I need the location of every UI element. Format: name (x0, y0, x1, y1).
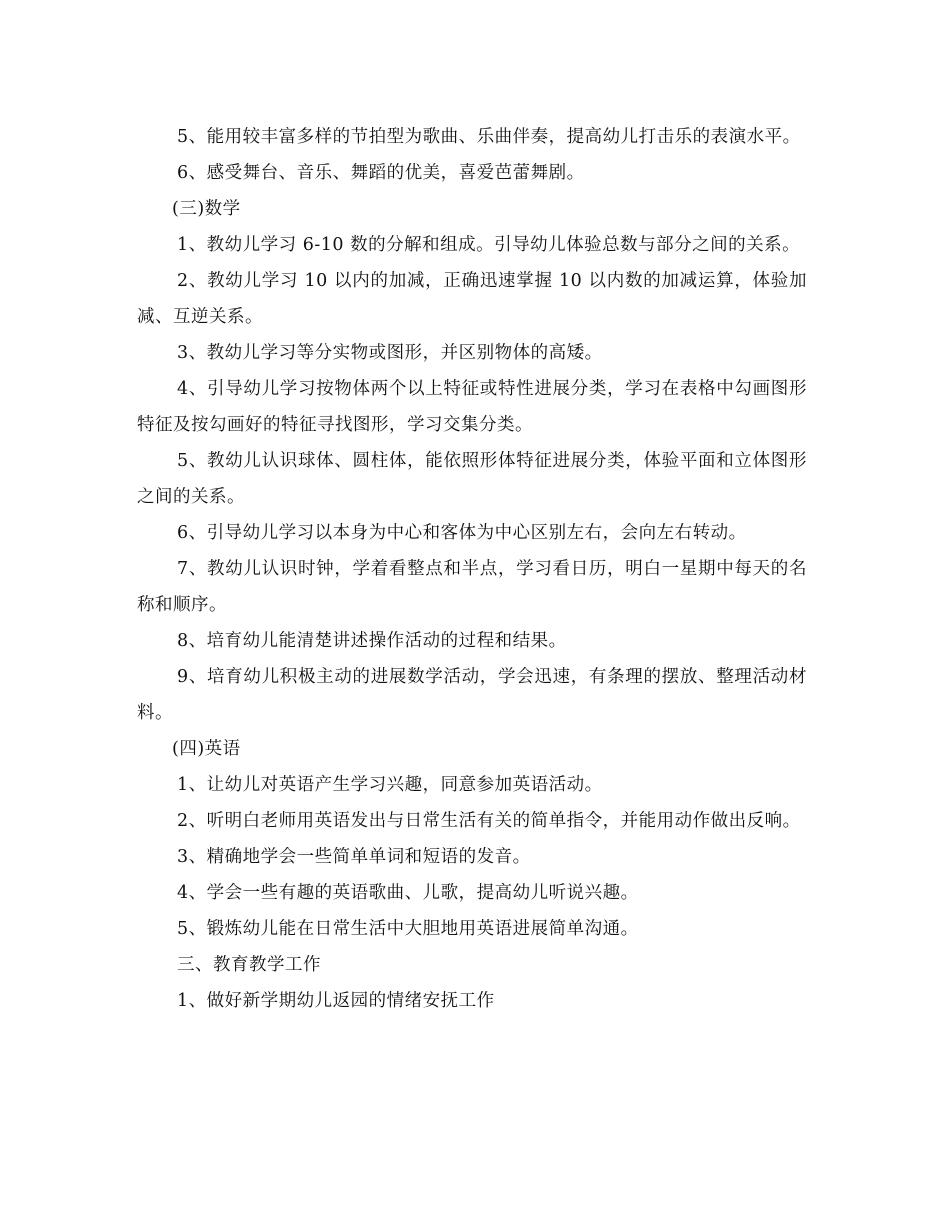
paragraph-teaching-1: 1、做好新学期幼儿返园的情绪安抚工作 (177, 991, 495, 1011)
section-heading-teaching-work: 三、教育教学工作 (177, 955, 321, 975)
paragraph-english-3: 3、精确地学会一些简单单词和短语的发音。 (177, 847, 531, 867)
paragraph-math-4: 4、引导幼儿学习按物体两个以上特征或特性进展分类，学习在表格中勾画图形特征及按勾画好的特征寻找图形，学习交集分类。 (137, 379, 807, 435)
paragraph-english-2: 2、听明白老师用英语发出与日常生活有关的简单指令，并能用动作做出反响。 (177, 811, 801, 831)
paragraph-music-5: 5、能用较丰富多样的节拍型为歌曲、乐曲伴奏，提高幼儿打击乐的表演水平。 (177, 127, 801, 147)
paragraph-math-3: 3、教幼儿学习等分实物或图形，并区别物体的高矮。 (177, 343, 603, 363)
paragraph-math-5: 5、教幼儿认识球体、圆柱体，能依照形体特征进展分类，体验平面和立体图形之间的关系。 (137, 451, 807, 507)
paragraph-music-6: 6、感受舞台、音乐、舞蹈的优美，喜爱芭蕾舞剧。 (177, 163, 585, 183)
document-body (137, 119, 807, 1019)
paragraph-math-6: 6、引导幼儿学习以本身为中心和客体为中心区别左右，会向左右转动。 (177, 523, 747, 543)
paragraph-math-8: 8、培育幼儿能清楚讲述操作活动的过程和结果。 (177, 631, 567, 651)
paragraph-english-1: 1、让幼儿对英语产生学习兴趣，同意参加英语活动。 (177, 775, 603, 795)
section-heading-math: (三)数学 (172, 199, 241, 219)
paragraph-english-5: 5、锻炼幼儿能在日常生活中大胆地用英语进展简单沟通。 (177, 919, 639, 939)
paragraph-math-1: 1、教幼儿学习 6-10 数的分解和组成。引导幼儿体验总数与部分之间的关系。 (177, 235, 801, 255)
section-heading-english: (四)英语 (172, 739, 241, 759)
paragraph-math-9: 9、培育幼儿积极主动的进展数学活动，学会迅速，有条理的摆放、整理活动材料。 (137, 667, 807, 723)
paragraph-math-7: 7、教幼儿认识时钟，学着看整点和半点，学习看日历，明白一星期中每天的名称和顺序。 (137, 559, 807, 615)
paragraph-english-4: 4、学会一些有趣的英语歌曲、儿歌，提高幼儿听说兴趣。 (177, 883, 639, 903)
paragraph-math-2: 2、教幼儿学习 10 以内的加减，正确迅速掌握 10 以内数的加减运算，体验加减、互逆关系。 (137, 271, 807, 327)
